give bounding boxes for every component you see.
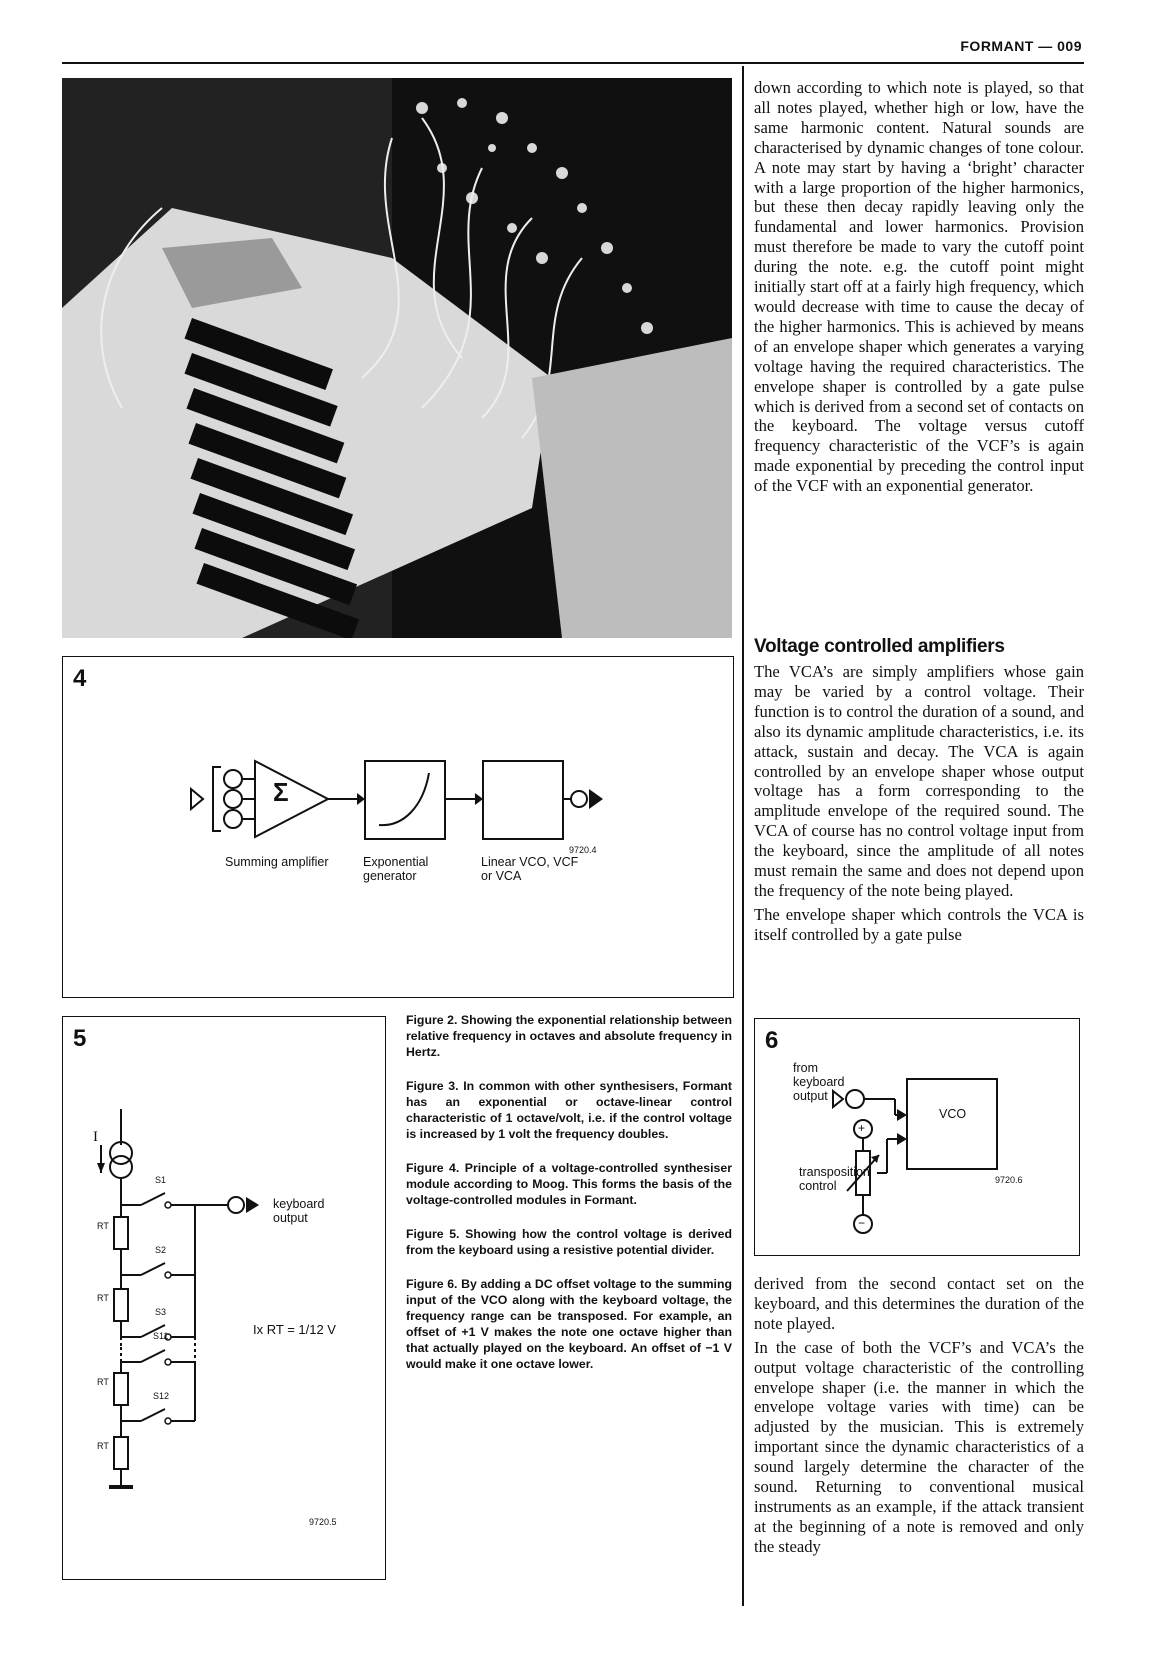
section-heading-vca: Voltage controlled amplifiers: [754, 636, 1005, 657]
caption-figure-2: Figure 2. Showing the exponential relationship between relative frequency in octaves and absolute frequency in Hertz.: [406, 1013, 732, 1059]
switch-s3-label: S3: [155, 1307, 167, 1317]
minus-symbol: −: [858, 1216, 866, 1230]
formula-label: Ix RT = 1/12 V: [253, 1322, 336, 1337]
right-column-middle: [754, 662, 1084, 945]
resistor-rt-label-3: RT: [97, 1377, 109, 1387]
caption-figure-3: Figure 3. In common with other synthesisers, Formant has an exponential or octave-linear control characteristic of 1 octave/volt, i.e. if the control voltage is increased by 1 volt the frequency doubles.: [406, 1079, 732, 1141]
from-keyboard-label: from keyboard output: [793, 1061, 845, 1103]
switch-s11-label: S11: [153, 1331, 169, 1341]
switch-s2-label: S2: [155, 1245, 167, 1255]
transposition-control-label: transposition control: [799, 1165, 870, 1193]
figure-6-diagram: [755, 1019, 1079, 1255]
caption-figure-6: Figure 6. By adding a DC offset voltage to the summing input of the VCO along with the keyboard voltage, the frequency range can be transposed. For example, an offset of +1 V makes the note one octave higher than that actually played on the keyboard. An offset of −1 V would make it one octave lower.: [406, 1277, 732, 1371]
figure-5-code: 9720.5: [309, 1517, 337, 1527]
figure-5: [62, 1016, 386, 1580]
column-divider: [742, 66, 744, 1606]
exponential-generator-label: Exponential generator: [363, 855, 429, 883]
figure-captions: [406, 1012, 732, 1390]
photo-drawing: [62, 78, 732, 638]
figure-6-code: 9720.6: [995, 1175, 1023, 1185]
caption-figure-4: Figure 4. Principle of a voltage-controlled synthesiser module according to Moog. This forms the basis of the voltage-controlled modules in Formant.: [406, 1161, 732, 1207]
header-rule: [62, 62, 1084, 64]
body-paragraph-2: The VCA’s are simply amplifiers whose gain may be varied by a control voltage. Their function is to control the duration of a sound, and also its dynamic amplitude characteristics, i.e. its attack, sustain and decay. The VCA is again controlled by an envelope shaper whose output voltage has a form corresponding to the amplitude envelope of the required sound. The VCA of course has no control voltage input from the keyboard, since the amplitude of all notes must remain the same and does not depend upon the frequency of the note being played.: [754, 662, 1084, 900]
figure-4-code: 9720.4: [569, 845, 597, 855]
sigma-symbol: Σ: [273, 777, 289, 807]
switch-s1-label: S1: [155, 1175, 167, 1185]
figure-6-number: 6: [765, 1027, 779, 1054]
resistor-rt-label-1: RT: [97, 1221, 109, 1231]
caption-figure-5: Figure 5. Showing how the control voltage is derived from the keyboard using a resistive potential divider.: [406, 1227, 732, 1257]
vco-label: VCO: [939, 1107, 967, 1121]
figure-4-diagram: [63, 657, 733, 997]
resistor-rt-label-4: RT: [97, 1441, 109, 1451]
linear-vco-label: Linear VCO, VCF or VCA: [481, 855, 579, 883]
figure-5-number: 5: [73, 1025, 87, 1052]
right-column-bottom: [754, 1274, 1084, 1561]
running-head: FORMANT — 009: [960, 38, 1082, 54]
resistor-rt-label-2: RT: [97, 1293, 109, 1303]
summing-amplifier-label: Summing amplifier: [225, 855, 329, 869]
body-paragraph-3: The envelope shaper which controls the VCA is itself controlled by a gate pulse: [754, 904, 1084, 944]
switch-s12-label: S12: [153, 1391, 170, 1401]
body-paragraph-1: down according to which note is played, so that all notes played, whether high or low, have the same harmonic content. Natural sounds are characterised by dynamic changes of tone colour. A note may start by having a ‘bright’ character with a large proportion of the higher harmonics, but these then decay rapidly leaving only the fundamental and lower harmonics. Provision must therefore be made to vary the cutoff point during the note. e.g. the cutoff point might initially start off at a fairly high frequency, which would decrease with time to cause the decay of the higher harmonics. This is achieved by means of an envelope shaper which generates a varying voltage having the required characteristics. The envelope shaper is controlled by a gate pulse which is derived from a second set of contacts on the keyboard. The voltage versus cutoff frequency characteristic of the VCF’s is again made exponential by preceding the control input of the VCF with an exponential generator.: [754, 78, 1084, 496]
keyboard-output-label: keyboard output: [273, 1197, 325, 1225]
plus-symbol: +: [858, 1121, 866, 1135]
figure-5-schematic: [63, 1017, 385, 1579]
current-label: I: [93, 1129, 98, 1145]
body-paragraph-5: In the case of both the VCF’s and VCA’s the output voltage characteristic of the controlling envelope shaper (i.e. the manner in which the envelope voltage varies with time) can be adjusted by the musician. This is extremely important since the dynamic characteristics of a sound largely determine the character of the sound. Returning to conventional musical instruments as an example, if the attack transient at the beginning of a note is removed and only the steady: [754, 1337, 1084, 1556]
body-paragraph-4: derived from the second contact set on the keyboard, and this determines the duration of the note played.: [754, 1274, 1084, 1333]
figure-6: [754, 1018, 1080, 1256]
right-column-top: [754, 78, 1084, 500]
figure-4: [62, 656, 734, 998]
synthesiser-photo: [62, 78, 732, 638]
figure-4-number: 4: [73, 665, 87, 692]
